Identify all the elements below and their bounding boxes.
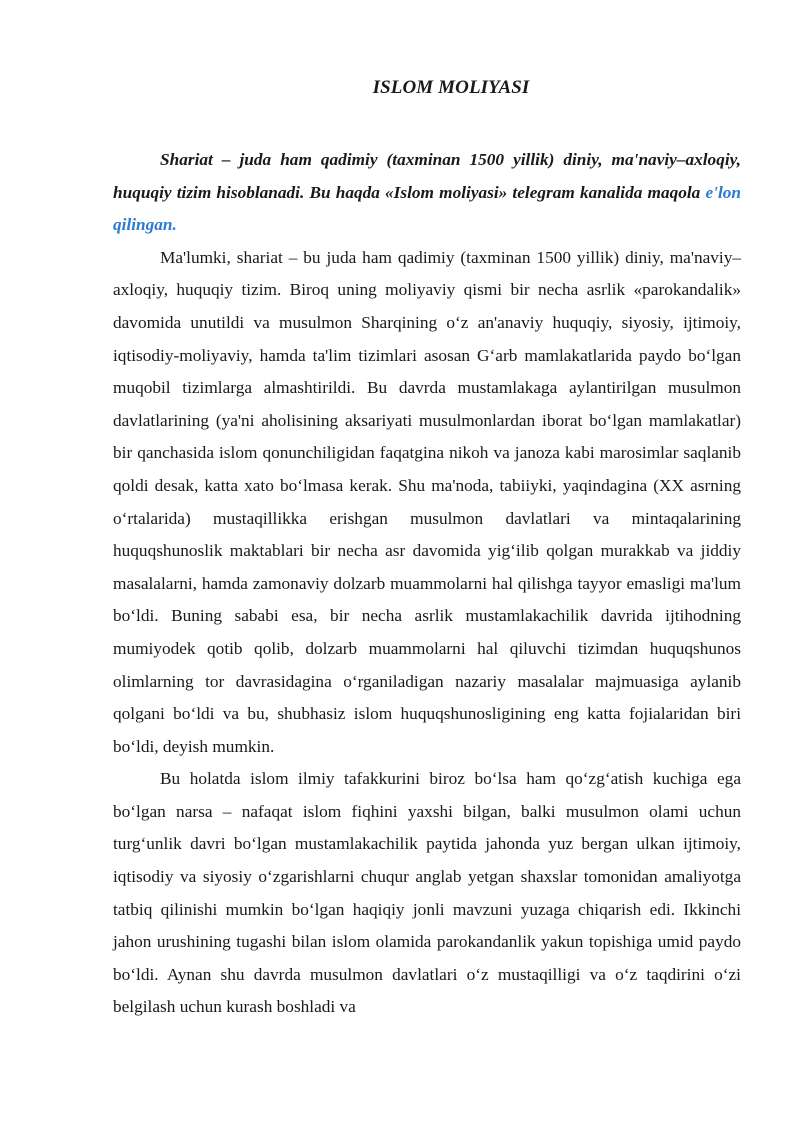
- body-paragraph-1: Ma'lumki, shariat – bu juda ham qadimiy (taxminan 1500 yillik) diniy, ma'naviy–axloqiy, huquqiy tizim. Biroq uning moliyaviy qismi bir necha asrlik «parokandalik» davomida unutildi va musulmon Sharqining o‘z an'anaviy huquqiy, siyosiy, ijtimoiy, iqtisodiy-moliyaviy, hamda ta'lim tizimlari asosan G‘arb mamlakatlarida paydo bo‘lgan muqobil tizimlarga almashtirildi. Bu davrda mustamlakaga aylantirilgan musulmon davlatlarining (ya'ni aholisining aksariyati musulmonlardan iborat bo‘lgan mamlakatlar) bir qanchasida islom qonunchiligidan faqatgina nikoh va janoza kabi marosimlar saqlanib qoldi desak, katta xato bo‘lmasa kerak. Shu ma'noda, tabiiyki, yaqindagina (XX asrning o‘rtalarida) mustaqillikka erishgan musulmon davlatlari va mintaqalarining huquqshunoslik maktablari bir necha asr davomida yig‘ilib qolgan murakkab va jiddiy masalalarni, hamda zamonaviy dolzarb muammolarni hal qilishga tayyor emasligi ma'lum bo‘ldi. Buning sababi esa, bir necha asrlik mustamlakachilik davrida ijtihodning mumiyodek qotib qolib, dolzarb muammolarni hal qiluvchi tizimdan huquqshunos olimlarning tor davrasidagina o‘rganiladigan nazariy masalalar majmuasiga aylanib qolgani bo‘ldi va bu, shubhasiz islom huquqshunosligining eng katta fojialaridan biri bo‘ldi, deyish mumkin.: [113, 247, 741, 756]
- document-title: ISLOM MOLIYASI: [372, 77, 530, 98]
- body-paragraph-2: Bu holatda islom ilmiy tafakkurini biroz bo‘lsa ham qo‘zg‘atish kuchiga ega bo‘lgan narsa – nafaqat islom fiqhini yaxshi bilgan, balki musulmon olami uchun turg‘unlik davri bo‘lgan mustamlakachilik paytida jahonda yuz bergan ulkan ijtimoiy, iqtisodiy va siyosiy o‘zgarishlarni chuqur anglab yetgan shaxslar tomonidan amaliyotga tatbiq qilinishi mumkin bo‘lgan haqiqiy jonli mavzuni yuzaga chiqarish edi. Ikkinchi jahon urushining tugashi bilan islom olamida parokandanlik yakun topishiga umid paydo bo‘ldi. Aynan shu davrda musulmon davlatlari o‘z mustaqilligi va o‘z taqdirini o‘zi belgilash uchun kurash boshladi va: [113, 769, 741, 1017]
- lead-paragraph: [113, 144, 741, 242]
- announcement-link[interactable]: e'lon qilingan.: [113, 182, 741, 235]
- document-body: [113, 144, 741, 1024]
- lead-text: Shariat – juda ham qadimiy (taxminan 1500 yillik) diniy, ma'naviy–axloqiy, huquqiy tizim hisoblanadi. Bu haqda «Islom moliyasi» telegram kanalida maqola: [113, 150, 741, 202]
